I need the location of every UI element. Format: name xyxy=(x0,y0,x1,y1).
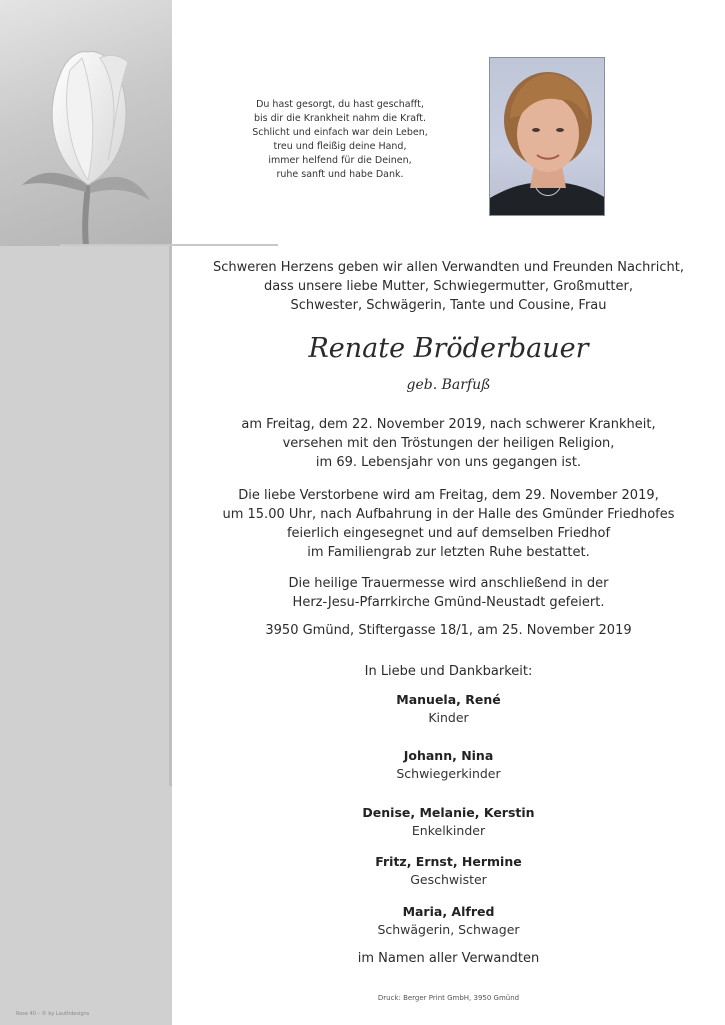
family-relation: Schwägerin, Schwager xyxy=(377,922,520,937)
funeral-line: im Familiengrab zur letzten Ruhe bestattet. xyxy=(307,545,590,560)
family-group-children-in-law xyxy=(172,747,725,783)
deceased-name: Renate Bröderbauer xyxy=(308,333,589,364)
announcement-line: dass unsere liebe Mutter, Schwiegermutter, Großmutter, xyxy=(264,279,633,294)
divider-line xyxy=(60,244,278,246)
death-notice xyxy=(172,415,725,472)
family-names: Fritz, Ernst, Hermine xyxy=(375,854,522,869)
poem-line: Schlicht und einfach war dein Leben, xyxy=(252,127,428,138)
poem-line: ruhe sanft und habe Dank. xyxy=(276,169,404,180)
family-group-siblings xyxy=(172,853,725,889)
funeral-line: feierlich eingesegnet und auf demselben Friedhof xyxy=(286,526,611,541)
poem-line: immer helfend für die Deinen, xyxy=(268,155,412,166)
family-relation: Schwiegerkinder xyxy=(396,766,501,781)
printer-credit: Druck: Berger Print GmbH, 3950 Gmünd xyxy=(377,994,520,1002)
family-relation: Enkelkinder xyxy=(411,823,486,838)
rose-icon xyxy=(0,0,172,246)
family-names: Johann, Nina xyxy=(403,748,494,763)
death-notice-line: versehen mit den Tröstungen der heiligen Religion, xyxy=(282,436,615,451)
relatives-line: im Namen aller Verwandten xyxy=(357,951,540,966)
mass-details xyxy=(172,574,725,612)
funeral-line: Die liebe Verstorbene wird am Freitag, dem 29. November 2019, xyxy=(238,488,659,503)
maiden-name: geb. Barfuß xyxy=(406,377,491,393)
death-notice-line: am Freitag, dem 22. November 2019, nach schwerer Krankheit, xyxy=(241,417,656,432)
sidebar-band xyxy=(0,246,172,1025)
poem-line: Du hast gesorgt, du hast geschafft, xyxy=(256,99,424,110)
death-notice-line: im 69. Lebensjahr von uns gegangen ist. xyxy=(315,455,582,470)
family-names: Denise, Melanie, Kerstin xyxy=(362,805,535,820)
portrait-photo xyxy=(489,57,605,216)
image-credit: Rose 40 – © by Lauthdesigns xyxy=(16,1011,90,1017)
funeral-details xyxy=(172,486,725,562)
place-date: 3950 Gmünd, Stiftergasse 18/1, am 25. November 2019 xyxy=(265,623,632,638)
mass-line: Herz-Jesu-Pfarrkirche Gmünd-Neustadt gefeiert. xyxy=(292,595,605,610)
family-group-in-laws xyxy=(172,903,725,939)
family-group-grandchildren xyxy=(172,804,725,840)
announcement-line: Schwester, Schwägerin, Tante und Cousine, Frau xyxy=(290,298,607,313)
closing-line: In Liebe und Dankbarkeit: xyxy=(364,664,533,679)
poem-line: bis dir die Krankheit nahm die Kraft. xyxy=(253,113,427,124)
funeral-line: um 15.00 Uhr, nach Aufbahrung in der Halle des Gmünder Friedhofes xyxy=(222,507,675,522)
family-relation: Kinder xyxy=(428,710,469,725)
family-relation: Geschwister xyxy=(410,872,487,887)
announcement-line: Schweren Herzens geben wir allen Verwandten und Freunden Nachricht, xyxy=(213,260,684,275)
poem xyxy=(240,98,440,182)
mass-line: Die heilige Trauermesse wird anschließend in der xyxy=(288,576,609,591)
rose-image xyxy=(0,0,172,246)
family-names: Maria, Alfred xyxy=(402,904,495,919)
family-group-children xyxy=(172,691,725,727)
family-names: Manuela, René xyxy=(396,692,501,707)
announcement xyxy=(172,258,725,315)
portrait-icon xyxy=(490,58,605,216)
poem-line: treu und fleißig deine Hand, xyxy=(273,141,407,152)
